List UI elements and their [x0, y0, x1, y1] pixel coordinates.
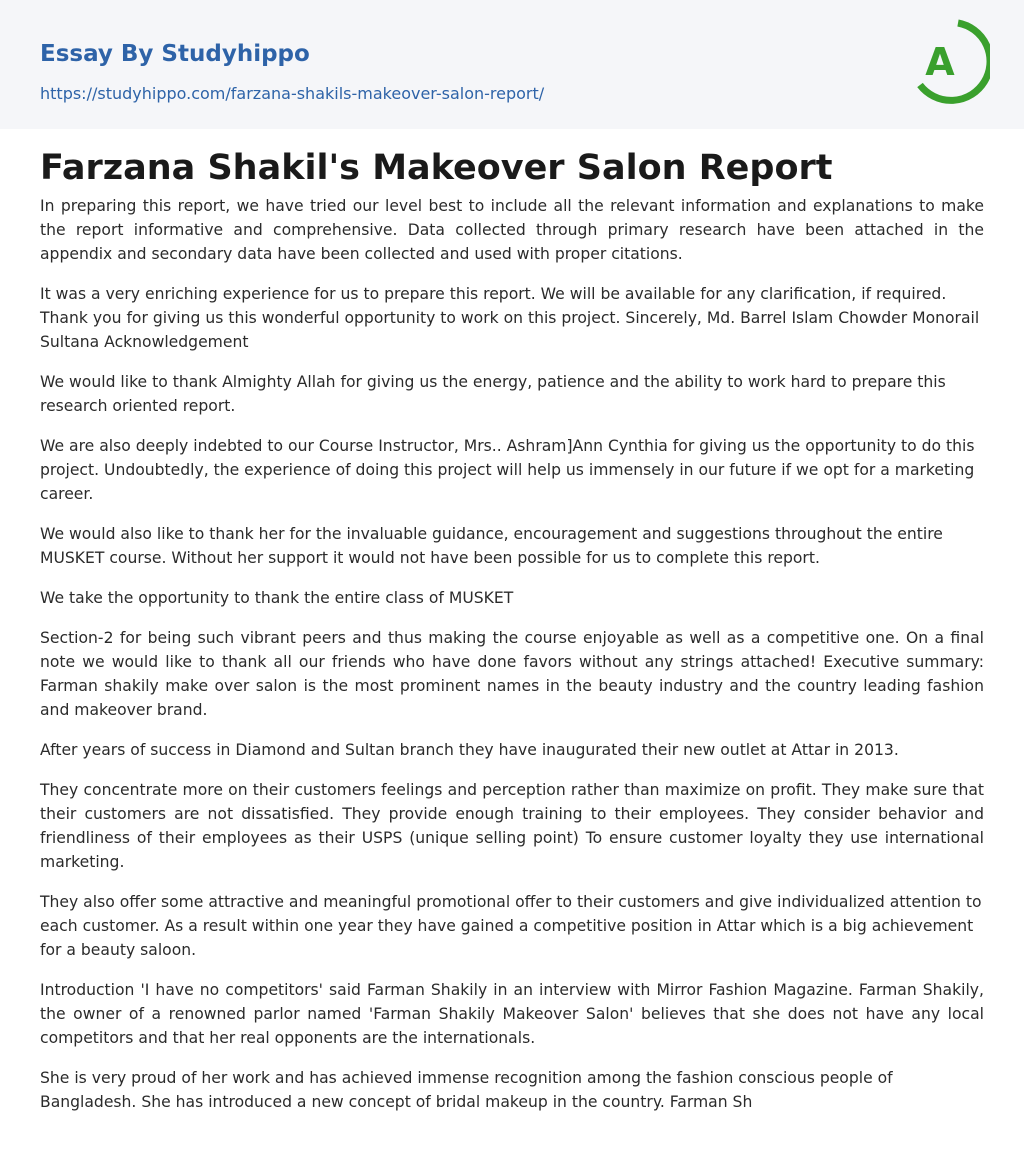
paragraph: We take the opportunity to thank the entire class of MUSKET [40, 589, 514, 607]
logo-letter: A [925, 40, 955, 84]
paragraph: She is very proud of her work and has achieved immense recognition among the fashion conscious people of Bangladesh. She has introduced a new concept of bridal makeup in the country. Farman Sh [40, 1069, 893, 1111]
source-url-link[interactable]: https://studyhippo.com/farzana-shakils-makeover-salon-report/ [40, 84, 545, 103]
paragraph: After years of success in Diamond and Sultan branch they have inaugurated their new outlet at Attar in 2013. [40, 741, 899, 759]
paragraph: Introduction 'I have no competitors' said Farman Shakily in an interview with Mirror Fashion Magazine. Farman Shakily, the owner of a renowned parlor named 'Farman Shakily Makeover Salon' believes that she does not have any local competitors and that her real opponents are the internationals. [40, 981, 984, 1047]
paragraph: Section-2 for being such vibrant peers and thus making the course enjoyable as well as a competitive one. On a final note we would like to thank all our friends who have done favors without any strings attached! Executive summary: Farman shakily make over salon is the most prominent names in the beauty industry and the country leading fashion and makeover brand. [40, 629, 984, 719]
page-title: Farzana Shakil's Makeover Salon Report [40, 148, 833, 188]
essay-body [40, 194, 984, 1130]
paragraph: We are also deeply indebted to our Course Instructor, Mrs.. Ashram]Ann Cynthia for giving us the opportunity to do this project. Undoubtedly, the experience of doing this project will help us immensely in our future if we opt for a marketing career. [40, 437, 975, 503]
paragraph: We would also like to thank her for the invaluable guidance, encouragement and suggestions throughout the entire MUSKET course. Without her support it would not have been possible for us to complete this report. [40, 525, 943, 567]
brand-link[interactable]: Essay By Studyhippo [40, 41, 310, 67]
paragraph: In preparing this report, we have tried our level best to include all the relevant information and explanations to make the report informative and comprehensive. Data collected through primary research have been attached in the appendix and secondary data have been collected and used with proper citations. [40, 197, 984, 263]
paragraph: We would like to thank Almighty Allah for giving us the energy, patience and the ability to work hard to prepare this research oriented report. [40, 373, 946, 415]
studyhippo-logo-icon[interactable] [910, 17, 990, 107]
paragraph: They concentrate more on their customers feelings and perception rather than maximize on profit. They make sure that their customers are not dissatisfied. They provide enough training to their employees. They consider behavior and friendliness of their employees as their USPS (unique selling point) To ensure customer loyalty they use international marketing. [40, 781, 984, 871]
paragraph: It was a very enriching experience for us to prepare this report. We will be available for any clarification, if required. Thank you for giving us this wonderful opportunity to work on this project. Sincerely, Md. Barrel Islam Chowder Monorail Sultana Acknowledgement [40, 285, 980, 351]
paragraph: They also offer some attractive and meaningful promotional offer to their customers and give individualized attention to each customer. As a result within one year they have gained a competitive position in Attar which is a big achievement for a beauty saloon. [40, 893, 982, 959]
